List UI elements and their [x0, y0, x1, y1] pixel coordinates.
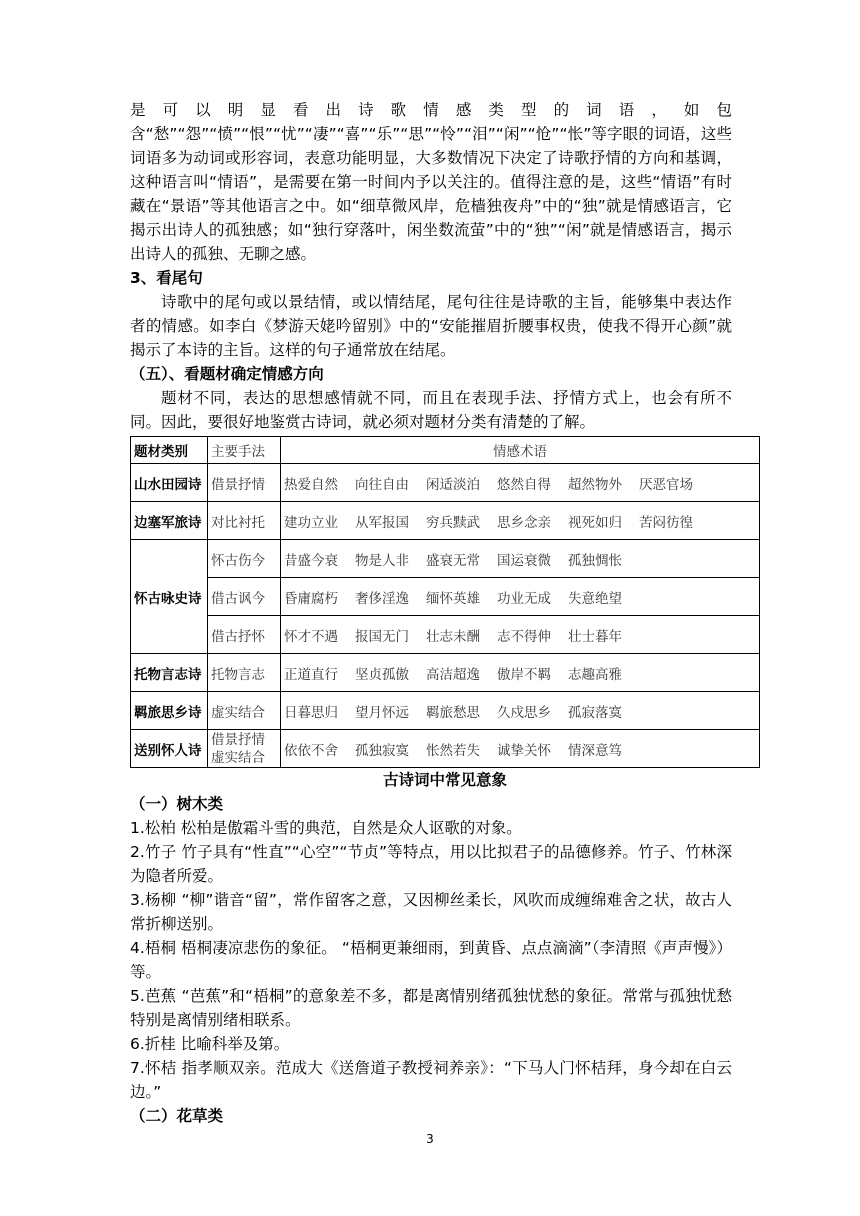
- row-terms: [281, 692, 760, 730]
- method-line: 借景抒情: [211, 731, 265, 748]
- header-terms: 情感术语: [281, 437, 760, 464]
- imagery-item: 6.折桂 比喻科举及第。: [130, 1035, 290, 1053]
- term: 正道直行: [284, 666, 338, 683]
- section-heading-last-line: 3、看尾句: [130, 269, 203, 287]
- term: 日暮思归: [284, 704, 338, 721]
- row-category: 山水田园诗: [131, 464, 208, 502]
- row-method: 借古抒怀: [208, 616, 281, 654]
- term: 羁旅愁思: [426, 704, 480, 721]
- row-method: 对比衬托: [208, 502, 281, 540]
- imagery-item: 3.杨柳 “柳”谐音“留”，常作留客之意，又因柳丝柔长，风吹而成缠绵难舍之状，故古人常折柳送别。: [130, 891, 732, 933]
- term: 报国无门: [355, 628, 409, 645]
- term: 厌恶官场: [639, 476, 693, 493]
- term: 怀才不遇: [284, 628, 338, 645]
- term: 盛衰无常: [426, 552, 480, 569]
- term: 奢侈淫逸: [355, 590, 409, 607]
- term: 热爱自然: [284, 476, 338, 493]
- term: 缅怀英雄: [426, 590, 480, 607]
- imagery-title: 古诗词中常见意象: [382, 771, 507, 789]
- method-line: 虚实结合: [211, 749, 265, 766]
- term: 视死如归: [568, 514, 622, 531]
- term: 昔盛今衰: [284, 552, 338, 569]
- section-paragraph-last-line: 诗歌中的尾句或以景结情，或以情结尾，尾句往往是诗歌的主旨，能够集中表达作者的情感。如李白《梦游天姥吟留别》中的“安能摧眉折腰事权贵，使我不得开心颜”就揭示了本诗的主旨。这样的句子通常放在结尾。: [130, 293, 732, 359]
- term: 望月怀远: [355, 704, 409, 721]
- term: 诚挚关怀: [497, 742, 551, 759]
- intro-paragraph: 是可以明显看出诗歌情感类型的词语，如包含“愁”“怨”“愤”“恨”“忧”“凄”“喜”“乐”“思”“怜”“泪”“闲”“怆”“怅”等字眼的词语，这些词语多为动词或形容词，表意功能明显，大多数情况下决定了诗歌抒情的方向和基调，这种语言叫“情语”，是需要在第一时间内予以关注的。值得注意的是，这些“情语”有时藏在“景语”等其他语言之中。如“细草微风岸，危樯独夜舟”中的“独”就是情感语言，它揭示出诗人的孤独感；如“独行穿落叶，闲坐数流萤”中的“独”“闲”就是情感语言，揭示出诗人的孤独、无聊之感。: [130, 101, 732, 263]
- term: 穷兵黩武: [426, 514, 480, 531]
- row-terms: [281, 540, 760, 578]
- term: 壮士暮年: [568, 628, 622, 645]
- term: 国运衰微: [497, 552, 551, 569]
- term: 坚贞孤傲: [355, 666, 409, 683]
- header-category: 题材类别: [131, 437, 208, 464]
- flowers-heading: （二）花草类: [130, 1107, 224, 1125]
- row-category: 托物言志诗: [131, 654, 208, 692]
- row-method: 借古讽今: [208, 578, 281, 616]
- term: 从军报国: [355, 514, 409, 531]
- term: 高洁超逸: [426, 666, 480, 683]
- table-row: [131, 692, 760, 730]
- term: 闲适淡泊: [426, 476, 480, 493]
- row-terms: [281, 654, 760, 692]
- term: 思乡念亲: [497, 514, 551, 531]
- term: 苦闷彷徨: [639, 514, 693, 531]
- term: 昏庸腐朽: [284, 590, 338, 607]
- term: 超然物外: [568, 476, 622, 493]
- section-paragraph-subject: 题材不同，表达的思想感情就不同，而且在表现手法、抒情方式上，也会有所不同。因此，要很好地鉴赏古诗词，就必须对题材分类有清楚的了解。: [130, 389, 732, 431]
- table-row: [131, 540, 760, 578]
- table-row: [131, 616, 760, 654]
- row-category: 送别怀人诗: [131, 730, 208, 768]
- imagery-item: 7.怀桔 指孝顺双亲。范成大《送詹道子教授祠养亲》：“下马人门怀桔拜，身今却在白云边。”: [130, 1059, 732, 1101]
- row-method: 虚实结合: [208, 692, 281, 730]
- imagery-item: 4.梧桐 梧桐凄凉悲伤的象征。 “梧桐更兼细雨，到黄昏、点点滴滴”（李清照《声声慢》）等。: [130, 939, 732, 981]
- row-terms: [281, 730, 760, 768]
- term: 孤独惆怅: [568, 552, 622, 569]
- row-category: 边塞军旅诗: [131, 502, 208, 540]
- imagery-item: 1.松柏 松柏是傲霜斗雪的典范，自然是众人讴歌的对象。: [130, 819, 522, 837]
- term: 志趣高雅: [568, 666, 622, 683]
- term: 向往自由: [355, 476, 409, 493]
- imagery-item: 5.芭蕉 “芭蕉”和“梧桐”的意象差不多，都是离情别绪孤独忧愁的象征。常常与孤独忧愁特别是离情别绪相联系。: [130, 987, 732, 1029]
- term: 怅然若失: [426, 742, 480, 759]
- section-heading-subject: （五）、看题材确定情感方向: [130, 365, 324, 383]
- term: 孤寂落寞: [568, 704, 622, 721]
- term: 志不得伸: [497, 628, 551, 645]
- document-body: [130, 98, 732, 1128]
- term: 情深意笃: [568, 742, 622, 759]
- header-method: 主要手法: [208, 437, 281, 464]
- term: 壮志未酬: [426, 628, 480, 645]
- table-header-row: [131, 437, 760, 464]
- imagery-item: 2.竹子 竹子具有“性直”“心空”“节贞”等特点，用以比拟君子的品德修养。竹子、竹林深为隐者所爱。: [130, 843, 732, 885]
- table-row: [131, 730, 760, 768]
- row-terms: [281, 578, 760, 616]
- term: 建功立业: [284, 514, 338, 531]
- row-terms: [281, 464, 760, 502]
- term: 失意绝望: [568, 590, 622, 607]
- row-method: [208, 730, 281, 768]
- page-number: 3: [426, 1132, 434, 1146]
- table-row: [131, 502, 760, 540]
- table-row: [131, 464, 760, 502]
- row-method: 托物言志: [208, 654, 281, 692]
- row-terms: [281, 616, 760, 654]
- emotion-terms-table: [130, 436, 760, 768]
- term: 孤独寂寞: [355, 742, 409, 759]
- row-terms: [281, 502, 760, 540]
- table-row: [131, 654, 760, 692]
- row-method: 怀古伤今: [208, 540, 281, 578]
- row-category: 羁旅思乡诗: [131, 692, 208, 730]
- row-category: 怀古咏史诗: [131, 540, 208, 654]
- term: 依依不舍: [284, 742, 338, 759]
- row-method: 借景抒情: [208, 464, 281, 502]
- table-row: [131, 578, 760, 616]
- term: 悠然自得: [497, 476, 551, 493]
- trees-heading: （一）树木类: [130, 795, 224, 813]
- term: 物是人非: [355, 552, 409, 569]
- term: 傲岸不羁: [497, 666, 551, 683]
- term: 久戍思乡: [497, 704, 551, 721]
- term: 功业无成: [497, 590, 551, 607]
